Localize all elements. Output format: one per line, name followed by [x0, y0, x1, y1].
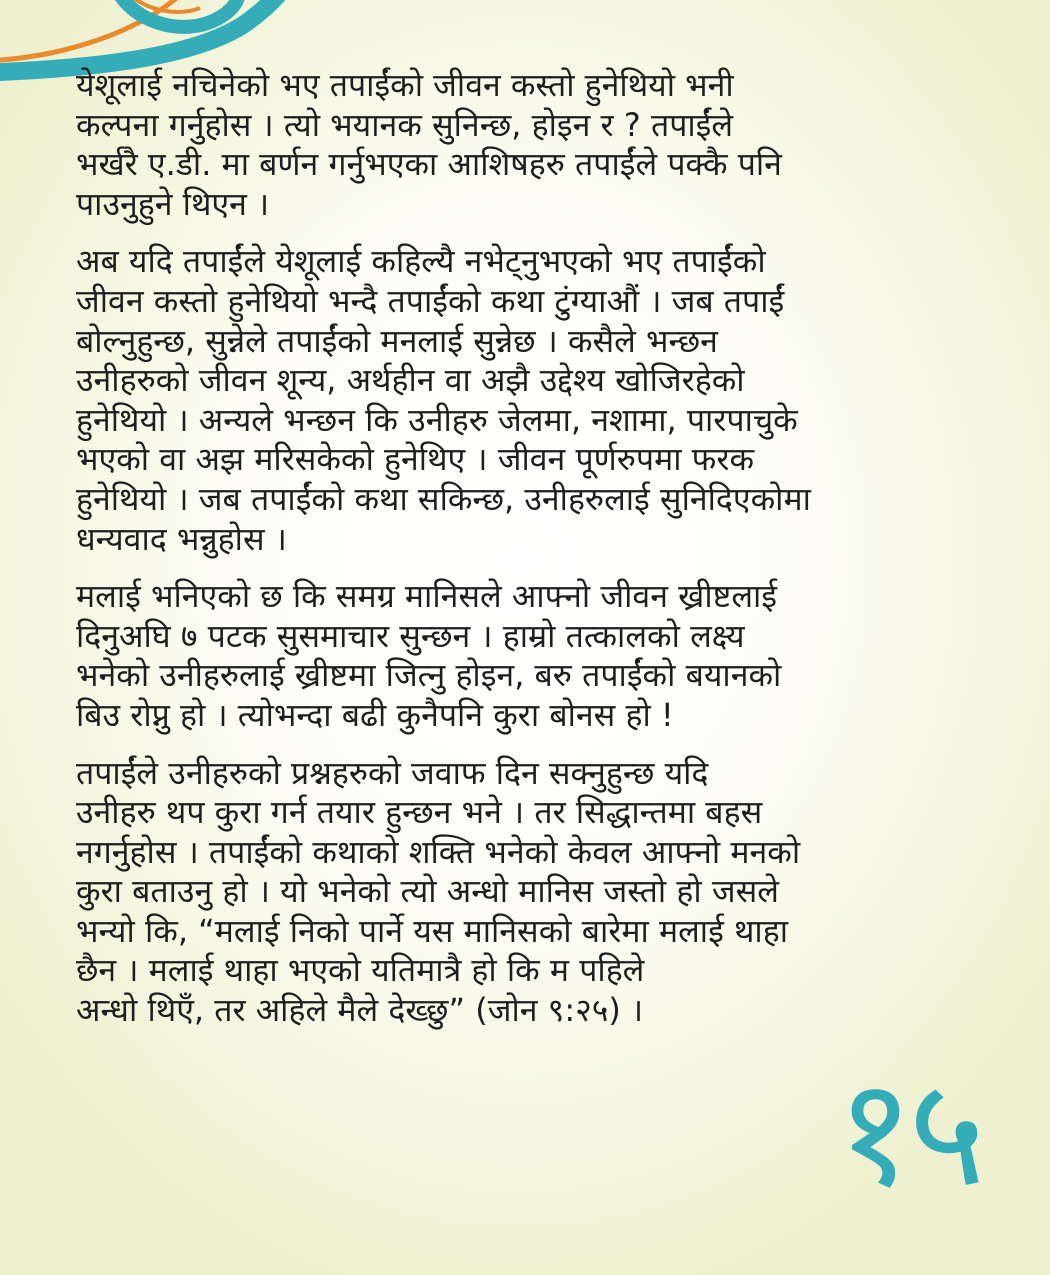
text-line: अन्धो थिएँ, तर अहिले मैले देख्छु” (जोन ९:२५) । — [76, 991, 644, 1030]
text-line: भएको वा अझ मरिसकेको हुनेथिए । जीवन पूर्णरुपमा फरक — [76, 440, 755, 479]
text-line: उनीहरु थप कुरा गर्न तयार हुन्छन भने । तर सिद्धान्तमा बहस — [76, 793, 763, 832]
text-line: अब यदि तपाईंले येशूलाई कहिल्यै नभेट्नुभएको भए तपाईंको — [76, 242, 766, 281]
text-line: भर्खरै ए.डी. मा बर्णन गर्नुभएका आशिषहरु तपाईंले पक्कै पनि — [76, 145, 782, 184]
text-line: नगर्नुहोस । तपाईंको कथाको शक्ति भनेको केवल आफ्नो मनको — [76, 832, 801, 871]
paragraph-1 — [76, 66, 976, 224]
paragraph-4 — [76, 754, 976, 1031]
page-number: १५ — [836, 1046, 981, 1220]
body-text — [76, 66, 976, 1049]
text-line: जीवन कस्तो हुनेथियो भन्दै तपाईंको कथा टुंग्याऔं । जब तपाईं — [76, 281, 785, 320]
text-line: उनीहरुको जीवन शून्य, अर्थहीन वा अझै उद्देश्य खोजिरहेको — [76, 361, 745, 400]
text-line: दिनुअघि ७ पटक सुसमाचार सुन्छन । हाम्रो तत्कालको लक्ष्य — [76, 616, 745, 655]
text-line: भनेको उनीहरुलाई ख्रीष्टमा जित्नु होइन, बरु तपाईंको बयानको — [76, 656, 782, 695]
paragraph-3 — [76, 577, 976, 735]
text-line: पाउनुहुने थिएन । — [76, 184, 270, 223]
text-line: येशूलाई नचिनेको भए तपाईंको जीवन कस्तो हुनेथियो भनी — [76, 66, 734, 104]
text-line: धन्यवाद भन्नुहोस । — [76, 519, 287, 558]
text-line: भन्यो कि, “मलाई निको पार्ने यस मानिसको बारेमा मलाई थाहा — [76, 911, 788, 950]
text-line: कल्पना गर्नुहोस । त्यो भयानक सुनिन्छ, होइन र ? तपाईंले — [76, 105, 734, 144]
text-line: मलाई भनिएको छ कि समग्र मानिसले आफ्नो जीवन ख्रीष्टलाई — [76, 577, 778, 616]
paragraph-2 — [76, 242, 976, 559]
text-line: हुनेथियो । अन्यले भन्छन कि उनीहरु जेलमा, नशामा, पारपाचुके — [76, 400, 798, 439]
text-line: बिउ रोप्नु हो । त्योभन्दा बढी कुनैपनि कुरा बोनस हो ! — [76, 695, 674, 734]
text-line: कुरा बताउनु हो । यो भनेको त्यो अन्धो मानिस जस्तो हो जसले — [76, 872, 779, 911]
text-line: हुनेथियो । जब तपाईंको कथा सकिन्छ, उनीहरुलाई सुनिदिएकोमा — [76, 479, 811, 518]
text-line: छैन । मलाई थाहा भएको यतिमात्रै हो कि म पहिले — [76, 951, 645, 990]
text-line: तपाईंले उनीहरुको प्रश्नहरुको जवाफ दिन सक्नुहुन्छ यदि — [76, 753, 709, 792]
text-line: बोल्नुहुन्छ, सुन्नेले तपाईंको मनलाई सुन्नेछ । कसैले भन्छन — [76, 321, 718, 360]
